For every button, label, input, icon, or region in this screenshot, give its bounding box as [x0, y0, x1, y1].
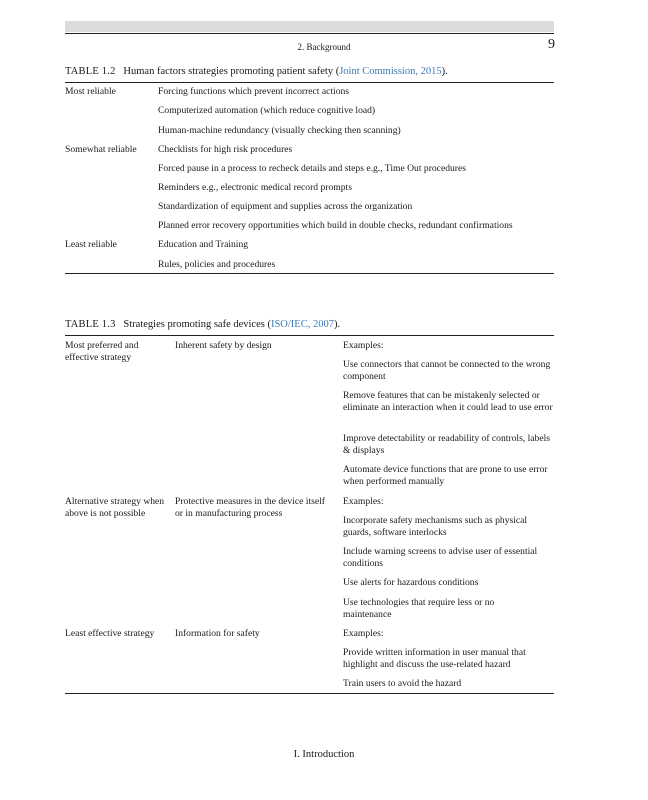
header-rule	[65, 33, 554, 34]
table-top-rule	[65, 335, 554, 336]
caption-text: Strategies promoting safe devices (	[123, 319, 271, 330]
strategy-cell: Forced pause in a process to recheck details and steps e.g., Time Out procedures	[158, 163, 466, 174]
example-cell: Include warning screens to advise user of essential conditions	[343, 546, 538, 569]
example-cell: Remove features that can be mistakenly selected or eliminate an interaction when it could lead to use error	[343, 390, 553, 413]
table-bottom-rule	[65, 693, 554, 694]
level-cell: Somewhat reliable	[65, 144, 137, 155]
example-cell: Incorporate safety mechanisms such as physical guards, software interlocks	[343, 515, 528, 538]
table-1-3-caption	[65, 319, 340, 330]
caption-text: Human factors strategies promoting patient safety (	[123, 66, 340, 77]
page-number: 9	[548, 37, 555, 52]
citation-link[interactable]: ISO/IEC, 2007	[270, 319, 334, 330]
strategy-cell: Standardization of equipment and supplies across the organization	[158, 201, 413, 212]
top-bar	[65, 21, 554, 32]
caption-end: ).	[441, 66, 448, 77]
examples-label: Examples:	[343, 496, 384, 507]
priority-cell: Least effective strategy	[65, 628, 155, 639]
priority-cell: Most preferred and effective strategy	[65, 340, 139, 363]
level-cell: Most reliable	[65, 86, 116, 97]
strategy-cell: Forcing functions which prevent incorrect actions	[158, 86, 350, 97]
caption-end: ).	[333, 319, 341, 330]
example-cell: Use technologies that require less or no maintenance	[343, 597, 495, 620]
example-cell: Use alerts for hazardous conditions	[343, 577, 479, 588]
strategy-cell: Education and Training	[158, 239, 249, 250]
approach-cell: Information for safety	[175, 628, 260, 639]
citation-link[interactable]: Joint Commission, 2015	[339, 66, 442, 77]
strategy-cell: Planned error recovery opportunities which build in double checks, redundant confirmations	[158, 220, 513, 231]
strategy-cell: Rules, policies and procedures	[158, 259, 276, 270]
example-cell: Provide written information in user manual that highlight and discuss the use-related hazard	[343, 647, 526, 670]
examples-label: Examples:	[343, 628, 384, 639]
examples-label: Examples:	[343, 340, 384, 351]
approach-cell: Protective measures in the device itself or in manufacturing process	[175, 496, 325, 519]
example-cell: Automate device functions that are prone to use error when performed manually	[343, 464, 548, 487]
table-label: TABLE 1.2	[65, 66, 116, 77]
running-head: 2. Background	[297, 42, 351, 52]
strategy-cell: Checklists for high risk procedures	[158, 144, 293, 155]
example-cell: Train users to avoid the hazard	[343, 678, 462, 689]
example-cell: Improve detectability or readability of controls, labels & displays	[343, 433, 550, 456]
table-1-2-caption	[65, 66, 448, 77]
approach-cell: Inherent safety by design	[175, 340, 272, 351]
strategy-cell: Reminders e.g., electronic medical record prompts	[158, 182, 352, 193]
strategy-cell: Human-machine redundancy (visually checking then scanning)	[158, 125, 401, 136]
footer-section: I. Introduction	[293, 749, 355, 760]
example-cell: Use connectors that cannot be connected to the wrong component	[343, 359, 551, 382]
table-bottom-rule	[65, 273, 554, 274]
table-top-rule	[65, 82, 554, 83]
level-cell: Least reliable	[65, 239, 117, 250]
strategy-cell: Computerized automation (which reduce cognitive load)	[158, 105, 376, 116]
table-label: TABLE 1.3	[65, 319, 116, 330]
priority-cell: Alternative strategy when above is not possible	[65, 496, 165, 519]
